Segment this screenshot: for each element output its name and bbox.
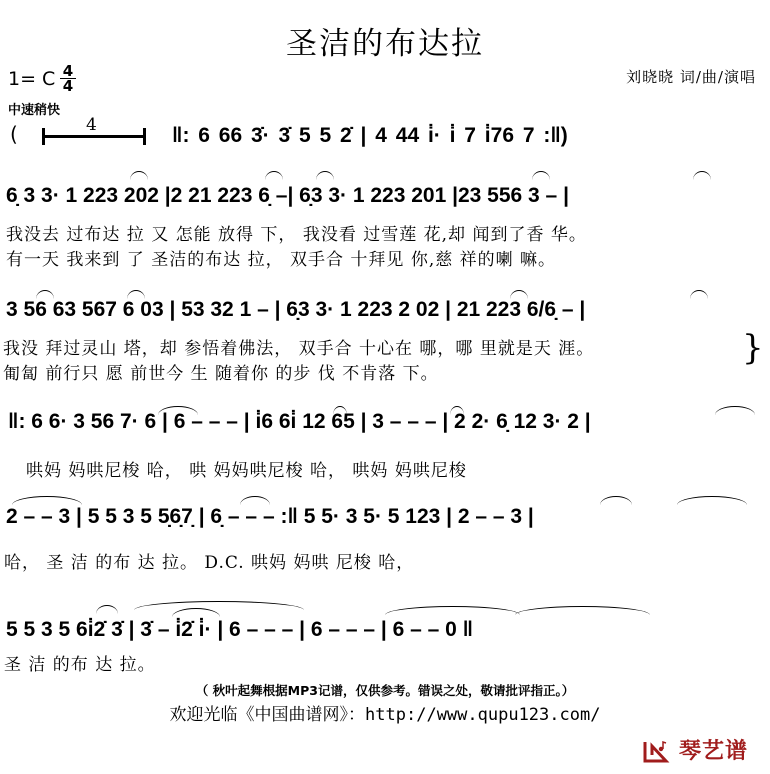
slur [240,496,270,505]
multi-rest-count: 4 [86,115,97,135]
intro-notes: ‖: 6 66 3̇· 3̇ 5 5 2̇ | 4 44 i̇· i̇ 7 i̇76 7 :‖) [172,124,568,147]
slur [715,406,755,415]
intro-open-paren: ( [10,122,18,146]
chorus-line3-lyrics: 圣 洁 的布 达 拉。 [4,655,156,675]
slur [333,406,347,415]
key-signature: 1= C [8,68,56,90]
qinyipu-logo [642,734,748,765]
multi-rest-bar [42,135,146,138]
slur [532,171,550,180]
chorus-line1-notes: ‖: 6 6· 3 56 7· 6 | 6 – – – | i̇6 6i̇ 12 65 | 3 – – – | 2 2· 6̣ 12 3· 2 | [8,410,591,433]
time-signature-bottom: 4 [60,78,76,93]
slur [510,290,528,299]
slur [36,290,54,299]
slur [515,606,650,615]
slur [316,171,334,180]
verse-line2-lyrics2: 匍匐 前行只 愿 前世今 生 随着你 的步 伐 不肯落 下。 [3,364,439,384]
time-signature-top: 4 [62,62,74,80]
slur [134,601,304,610]
piano-logo-icon [642,740,670,764]
chorus-line2-lyrics: 哈， 圣 洁 的布 达 拉。 D.C. 哄妈 妈哄 尼梭 哈， [4,553,415,573]
slur [12,496,82,505]
slur [450,406,464,415]
slur [265,171,283,180]
chorus-line2-notes: 2 – – 3 | 5 5 3 5 5̣6̣7̣ | 6̣ – – – :‖ 5 5· 3 5· 5 123 | 2 – – 3 | [6,505,534,528]
slur [385,606,520,615]
slur [693,171,711,180]
credit-line: 刘晓晓 词/曲/演唱 [626,68,756,86]
song-title: 圣洁的布达拉 [286,26,484,62]
slur [127,290,145,299]
slur [677,496,747,505]
transcription-note: （ 秋叶起舞根据MP3记谱，仅供参考。错误之处，敬请批评指正。） [195,683,575,698]
verse-line1-lyrics2: 有一天 我来到 了 圣洁的布达 拉， 双手合 十拜见 你,慈 祥的喇 嘛。 [6,250,557,270]
verse-line1-lyrics1: 我没去 过布达 拉 又 怎能 放得 下， 我没看 过雪莲 花,却 闻到了香 华。 [6,225,587,245]
chorus-line3-notes: 5 5 3 5 6i̇2̇ 3̇ | 3̇ – i̇2̇ i̇· | 6 – – – | 6 – – – | 6 – – 0 ‖ [6,618,474,641]
tempo-marking: 中速稍快 [8,103,61,118]
site-link[interactable]: 欢迎光临《中国曲谱网》：http://www.qupu123.com/ [169,705,601,725]
verse-line1-notes: 6̣ 3 3· 1 223 202 |2 21 223 6̣ –| 6̣3 3· 1 223 201 |23 556 3 – | [6,184,569,207]
slur [158,406,198,415]
chorus-line1-lyrics: 哄妈 妈哄尼梭 哈， 哄 妈妈哄尼梭 哈， 哄妈 妈哄尼梭 [26,461,467,481]
slur [600,496,632,505]
slur [96,605,118,614]
slur [690,290,708,299]
verse-brace: } [742,328,764,368]
slur [130,171,148,180]
time-signature [60,64,76,93]
logo-text: 琴艺谱 [678,739,748,764]
verse-line2-lyrics1: 我没 拜过灵山 塔，却 参悟着佛法， 双手合 十心在 哪，哪 里就是天 涯。 [3,339,595,359]
verse-line2-notes: 3 56 63 567 6 03 | 53 32 1 – | 6̣3 3· 1 223 2 02 | 21 223 6/6̣ – | [6,298,586,321]
